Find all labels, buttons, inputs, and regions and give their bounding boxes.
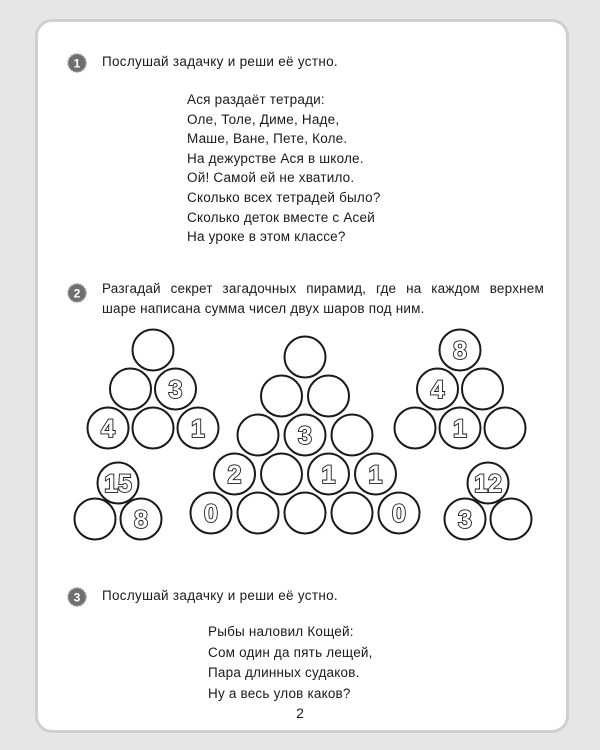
poem-line: Сколько деток вместе с Асей bbox=[187, 209, 375, 225]
pyramid-ball-number: 12 bbox=[474, 470, 502, 498]
poem-line: Сом один да пять лещей, bbox=[208, 644, 373, 660]
task2-instruction-line-1: Разгадай секрет загадочных пирамид, где на каждом верхнем bbox=[102, 281, 544, 296]
svg-text:2: 2 bbox=[73, 286, 81, 301]
pyramid-center bbox=[191, 337, 420, 534]
poem-line: Рыбы наловил Кощей: bbox=[208, 624, 354, 639]
pyramid-ball-number: 1 bbox=[453, 415, 467, 443]
pyramid-ball-number: 4 bbox=[101, 415, 115, 443]
task3-instruction: Послушай задачку и реши её устно. bbox=[102, 588, 338, 603]
pyramid-ball[interactable] bbox=[238, 493, 279, 534]
poem-line: Ой! Самой ей не хватило. bbox=[187, 170, 355, 186]
pyramid-ball[interactable] bbox=[308, 376, 349, 417]
page-number: 2 bbox=[296, 705, 304, 721]
poem-line: Пара длинных судаков. bbox=[208, 665, 360, 680]
poem-line: Маше, Ване, Пете, Коле. bbox=[187, 131, 348, 147]
pyramid-ball[interactable] bbox=[133, 330, 174, 371]
pyramid-ball[interactable] bbox=[285, 337, 326, 378]
pyramid-small-right bbox=[445, 463, 532, 540]
pyramid-ball-number: 15 bbox=[104, 470, 132, 498]
task3-poem bbox=[208, 622, 373, 704]
pyramid-ball-number: 0 bbox=[392, 500, 406, 528]
pyramid-ball[interactable] bbox=[491, 499, 532, 540]
pyramid-ball-number: 3 bbox=[168, 376, 183, 404]
pyramid-ball-number: 3 bbox=[458, 506, 472, 534]
pyramid-ball[interactable] bbox=[285, 493, 326, 534]
pyramid-right bbox=[395, 330, 526, 449]
pyramid-ball[interactable] bbox=[462, 369, 503, 410]
pyramid-ball-number: 1 bbox=[368, 461, 383, 489]
poem-line: Ася раздаёт тетради: bbox=[187, 92, 325, 107]
poem-line: Сколько всех тетрадей было? bbox=[187, 189, 381, 205]
pyramid-ball[interactable] bbox=[133, 408, 174, 449]
pyramid-ball-number: 8 bbox=[453, 337, 467, 365]
pyramid-ball[interactable] bbox=[485, 408, 526, 449]
pyramid-ball-number: 4 bbox=[430, 376, 445, 404]
pyramid-small-left bbox=[75, 463, 162, 540]
pyramid-ball-number: 2 bbox=[227, 461, 242, 489]
pyramid-left bbox=[88, 330, 219, 449]
pyramid-ball-number: 0 bbox=[204, 500, 218, 528]
poem-line: Ну а весь улов каков? bbox=[208, 685, 351, 701]
pyramid-ball[interactable] bbox=[332, 493, 373, 534]
pyramid-ball-number: 1 bbox=[321, 461, 336, 489]
svg-text:1: 1 bbox=[73, 56, 81, 71]
task2-instruction-line-2: шаре написана сумма чисел двух шаров под ним. bbox=[102, 301, 425, 316]
task1-instruction: Послушай задачку и реши её устно. bbox=[102, 54, 338, 69]
pyramid-ball-number: 3 bbox=[298, 422, 312, 450]
svg-text:3: 3 bbox=[73, 590, 81, 605]
pyramid-ball[interactable] bbox=[395, 408, 436, 449]
pyramid-ball[interactable] bbox=[332, 415, 373, 456]
pyramid-ball[interactable] bbox=[238, 415, 279, 456]
pyramid-ball[interactable] bbox=[75, 499, 116, 540]
poem-line: На уроке в этом классе? bbox=[187, 229, 346, 245]
pyramid-ball-number: 8 bbox=[134, 506, 148, 534]
task-number-badge-3-icon bbox=[67, 587, 87, 607]
poem-line: Оле, Толе, Диме, Наде, bbox=[187, 111, 340, 127]
pyramid-ball[interactable] bbox=[261, 376, 302, 417]
pyramid-ball-number: 1 bbox=[191, 415, 205, 443]
pyramid-ball[interactable] bbox=[261, 454, 302, 495]
pyramid-ball[interactable] bbox=[110, 369, 151, 410]
poem-line: На дежурстве Ася в школе. bbox=[187, 150, 364, 166]
